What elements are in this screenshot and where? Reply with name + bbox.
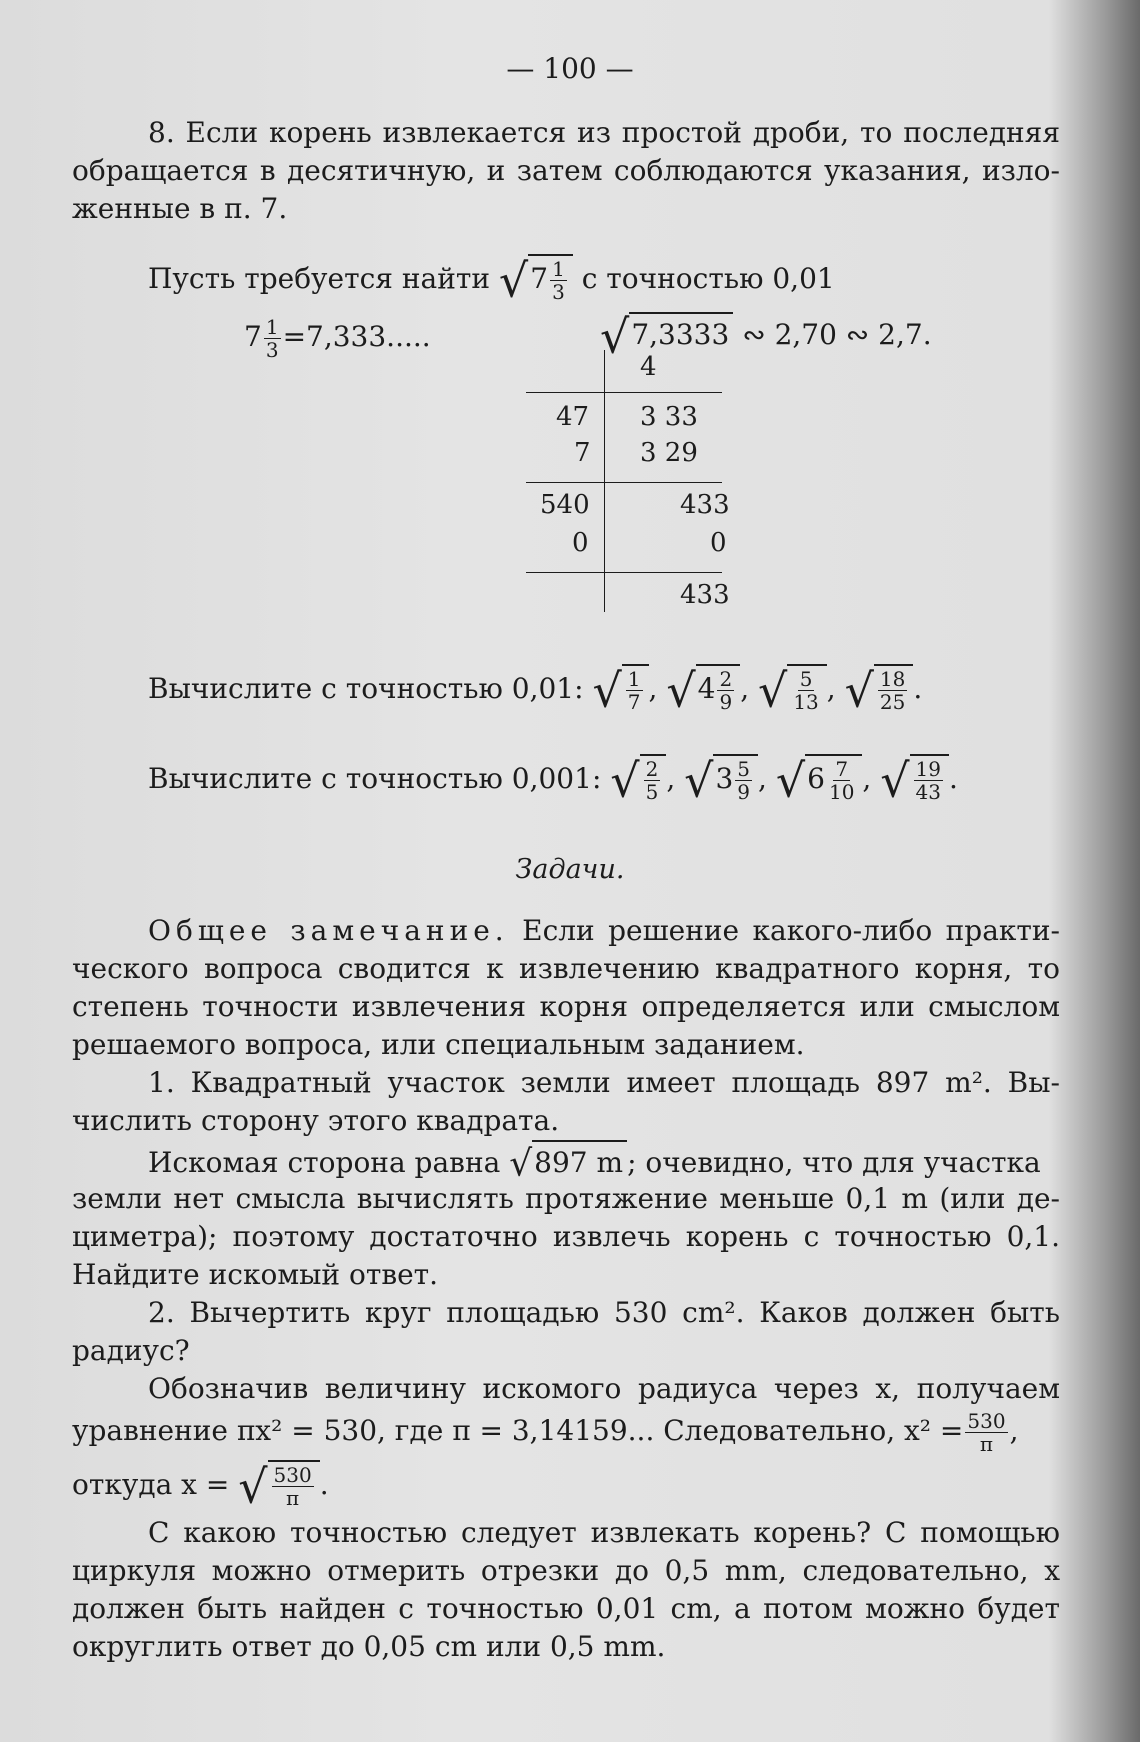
radical-sign: √ [592, 663, 622, 718]
computation-result: ∾ 2,70 ∾ 2,7. [742, 318, 932, 351]
radicand [787, 664, 826, 713]
numerator: 19 [915, 757, 941, 781]
radicand [805, 754, 862, 803]
radical-sign: √ [758, 663, 788, 718]
computation-cell: 3 29 [640, 438, 698, 468]
computation-cell: 433 [680, 580, 730, 610]
task2-root-fraction [272, 1464, 314, 1509]
task2-l5-text: откуда x = [72, 1468, 230, 1501]
para8-line1: 8. Если корень извлекается из простой дроби, то последняя [148, 116, 1060, 149]
task2-line2: радиус? [72, 1334, 190, 1367]
exercise-2-label: Вычислите с точностью 0,001: [148, 762, 602, 795]
separator: , [648, 672, 658, 705]
fraction [827, 758, 856, 803]
general-line4: решаемого вопроса, или специальным заданием. [72, 1028, 805, 1061]
task2-l4-text: уравнение πx² = 530, где π = 3,14159... Следовательно, x² = [72, 1414, 964, 1447]
numerator: 18 [879, 667, 906, 691]
radical-sign: √ [509, 1143, 533, 1185]
fraction [791, 668, 820, 713]
exercise-1-item [592, 663, 658, 718]
example-accuracy: с точностью 0,01 [581, 262, 835, 295]
eq-denominator: 3 [265, 338, 279, 362]
numerator: 7 [835, 757, 849, 781]
separator: . [949, 762, 958, 795]
task1-line3 [148, 1140, 1060, 1185]
task2-line9: округлить ответ до 0,05 cm или 0,5 mm. [72, 1630, 666, 1663]
computation-rule-3 [526, 572, 722, 573]
separator: . [319, 1468, 329, 1501]
denominator: π [979, 1432, 994, 1456]
radicand [713, 754, 758, 803]
exercise-2-item [775, 753, 872, 808]
radical-sign: √ [610, 753, 640, 808]
radical-sign: √ [600, 309, 630, 364]
section-title: Задачи. [515, 854, 625, 885]
denominator: π [286, 1486, 300, 1510]
general-line2: ческого вопроса сводится к извлечению квадратного корня, то [72, 952, 1060, 985]
numerator: 5 [799, 667, 813, 691]
task1-l3-end: ; очевидно, что для участка [627, 1146, 1041, 1179]
task2-line1: 2. Вычертить круг площадью 530 cm². Каков должен быть [148, 1296, 1060, 1329]
exercise-1-label: Вычислите с точностью 0,01: [148, 672, 584, 705]
task2-line7: циркуля можно отмерить отрезки до 0,5 mm, следовательно, x [72, 1554, 1060, 1587]
example-intro [148, 253, 835, 308]
example-fraction [550, 258, 567, 303]
task2-fraction [965, 1410, 1007, 1455]
radicand [640, 754, 667, 803]
exercise-1-item [666, 663, 750, 718]
task1-line1: 1. Квадратный участок земли имеет площадь 897 m². Вы- [148, 1066, 1060, 1099]
fraction-numerator: 1 [552, 257, 565, 281]
denominator: 5 [645, 780, 659, 804]
whole: 6 [807, 762, 825, 795]
computation-rule-2 [526, 482, 722, 483]
computation-cell: 540 [540, 490, 590, 520]
exercise-1 [148, 663, 923, 718]
numerator: 1 [627, 667, 641, 691]
general-line1 [72, 912, 1060, 950]
separator: , [1009, 1414, 1019, 1447]
whole: 4 [697, 672, 716, 705]
denominator: 9 [719, 690, 733, 714]
computation-radicand: 7,3333 [629, 312, 733, 354]
computation-cell: 0 [710, 528, 727, 558]
task1-line2: числить сторону этого квадрата. [72, 1104, 560, 1137]
fraction [914, 758, 943, 803]
fraction [626, 668, 643, 713]
fraction [878, 668, 907, 713]
separator: , [862, 762, 872, 795]
example-intro-text: Пусть требуется найти [148, 262, 491, 295]
task2-line3: Обозначив величину искомого радиуса через x, получаем [148, 1372, 1060, 1405]
radical-sign: √ [238, 1459, 268, 1514]
eq-whole: 7 [244, 320, 262, 353]
numerator: 2 [719, 667, 733, 691]
denominator: 10 [828, 780, 855, 804]
eq-value: =7,333..... [282, 320, 431, 353]
exercise-1-item [844, 663, 923, 718]
example-radicand [528, 254, 573, 303]
task2-line6: С какою точностью следует извлекать корень? С помощью [148, 1516, 1060, 1549]
separator: . [913, 672, 923, 705]
denominator: 43 [915, 780, 941, 804]
radical-sign: √ [684, 753, 714, 808]
computation-cell: 3 33 [640, 402, 698, 432]
exercise-1-item [758, 663, 836, 718]
page-number: — 100 — [506, 52, 634, 85]
radicand [874, 664, 913, 713]
computation-cell: 433 [680, 490, 730, 520]
radicand [696, 664, 741, 713]
task1-radicand: 897 m [532, 1140, 627, 1182]
exercise-2-item [610, 753, 676, 808]
denominator: 13 [793, 690, 819, 714]
eq-fraction [264, 316, 281, 361]
general-label: Общее замечание. [148, 914, 509, 947]
computation-cell: 0 [572, 528, 589, 558]
denominator: 25 [879, 690, 906, 714]
fraction [644, 758, 661, 803]
task1-line6: Найдите искомый ответ. [72, 1258, 439, 1291]
computation-cell: 4 [640, 352, 657, 382]
general-text: Если решение какого-либо практи- [522, 914, 1061, 947]
separator: , [666, 762, 676, 795]
computation-rule-1 [526, 392, 722, 393]
example-equation [244, 316, 431, 361]
numerator: 530 [273, 1463, 312, 1487]
example-whole: 7 [530, 262, 549, 295]
separator: , [826, 672, 836, 705]
exercise-2 [148, 753, 958, 808]
task1-line4: земли нет смысла вычислять протяжение меньше 0,1 m (или де- [72, 1182, 1060, 1215]
para8-line3: женные в п. 7. [72, 192, 288, 225]
computation-cell: 7 [574, 438, 591, 468]
radicand [910, 754, 949, 803]
separator: , [740, 672, 750, 705]
whole: 3 [715, 762, 734, 795]
radicand [622, 664, 649, 713]
radical-sign: √ [880, 753, 910, 808]
separator: , [758, 762, 767, 795]
radical-sign: √ [666, 663, 696, 718]
task1-line5: циметра); поэтому достаточно извлечь корень с точностью 0,1. [72, 1220, 1060, 1253]
computation-cell: 47 [556, 402, 590, 432]
denominator: 7 [627, 690, 641, 714]
radical-sign: √ [775, 753, 806, 808]
denominator: 9 [737, 780, 751, 804]
numerator: 2 [645, 757, 659, 781]
task2-line5 [72, 1459, 329, 1514]
radical-sign: √ [844, 663, 874, 718]
task1-l3-start: Искомая сторона равна [148, 1146, 501, 1179]
eq-numerator: 1 [265, 315, 279, 339]
numerator: 530 [967, 1409, 1006, 1433]
task2-radicand [268, 1460, 320, 1509]
root-computation-header [600, 309, 932, 364]
exercise-2-item [684, 753, 767, 808]
fraction [717, 668, 734, 713]
task2-line4 [72, 1410, 1018, 1455]
fraction-denominator: 3 [552, 280, 565, 304]
numerator: 5 [737, 757, 751, 781]
fraction [735, 758, 752, 803]
radical-sign: √ [498, 253, 529, 308]
exercise-2-item [880, 753, 958, 808]
para8-line2: обращается в десятичную, и затем соблюдаются указания, изло- [72, 154, 1060, 187]
task2-line8: должен быть найден с точностью 0,01 cm, а потом можно будет [72, 1592, 1060, 1625]
general-line3: степень точности извлечения корня определяется или смыслом [72, 990, 1060, 1023]
